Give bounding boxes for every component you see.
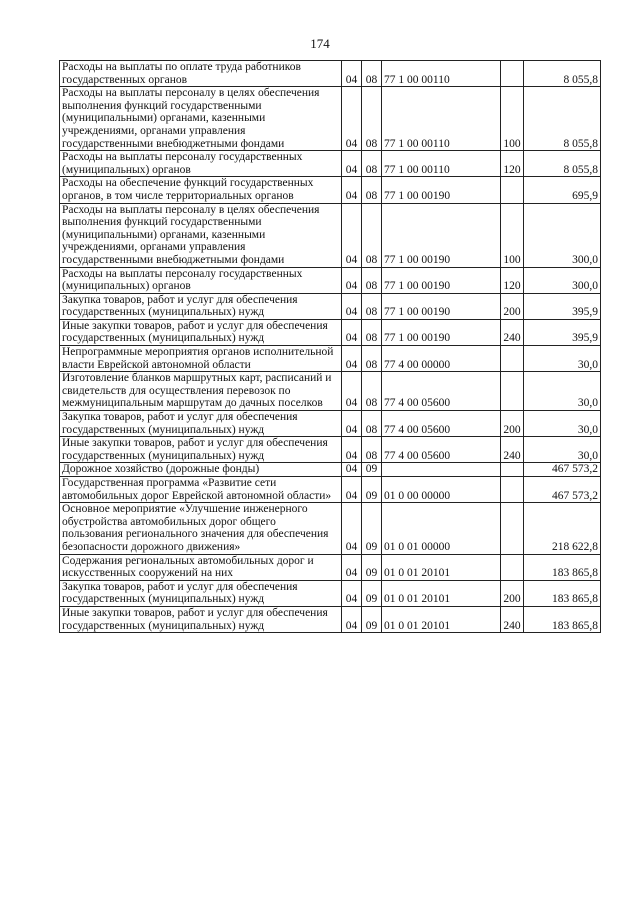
target-item-code: 01 0 01 20101 [382,606,501,632]
target-item-code: 01 0 01 20101 [382,554,501,580]
table-row [60,61,601,87]
table-row [60,293,601,319]
expense-type-code [501,503,524,554]
row-name: Иные закупки товаров, работ и услуг для обеспечения государственных (муниципальных) нужд [60,437,342,463]
expense-type-code [501,477,524,503]
amount: 300,0 [524,267,601,293]
target-item-code: 77 4 00 05600 [382,437,501,463]
table-row [60,267,601,293]
target-item-code: 77 1 00 00110 [382,87,501,151]
table-row [60,437,601,463]
section-code: 04 [342,554,362,580]
table-row [60,87,601,151]
table-row [60,319,601,345]
expense-type-code: 200 [501,293,524,319]
target-item-code: 77 4 00 05600 [382,411,501,437]
row-name: Расходы на выплаты персоналу в целях обеспечения выполнения функций государственными (муниципальными) органами, казенными учреждениями, органами управления государственными внебюджетными фондами [60,87,342,151]
expense-type-code [501,177,524,203]
expense-type-code [501,372,524,411]
target-item-code: 77 1 00 00190 [382,319,501,345]
row-name: Расходы на обеспечение функций государственных органов, в том числе территориальных органов [60,177,342,203]
amount: 695,9 [524,177,601,203]
section-code: 04 [342,477,362,503]
row-name: Основное мероприятие «Улучшение инженерного обустройства автомобильных дорог общего пользования регионального значения для обеспечения безопасности дорожного движения» [60,503,342,554]
section-code: 04 [342,203,362,267]
subsection-code: 09 [362,503,382,554]
expense-type-code: 240 [501,437,524,463]
amount: 218 622,8 [524,503,601,554]
section-code: 04 [342,606,362,632]
expense-type-code: 120 [501,151,524,177]
page-number: 174 [310,36,330,51]
table-row [60,177,601,203]
target-item-code: 77 1 00 00190 [382,293,501,319]
row-name: Непрограммные мероприятия органов исполнительной власти Еврейской автономной области [60,346,342,372]
expense-type-code [501,346,524,372]
target-item-code: 77 4 00 00000 [382,346,501,372]
row-name: Закупка товаров, работ и услуг для обеспечения государственных (муниципальных) нужд [60,293,342,319]
subsection-code: 08 [362,61,382,87]
row-name: Дорожное хозяйство (дорожные фонды) [60,463,342,477]
target-item-code: 77 4 00 05600 [382,372,501,411]
row-name: Изготовление бланков маршрутных карт, расписаний и свидетельств для осуществления перевозок по межмуниципальным маршрутам до дачных поселков [60,372,342,411]
row-name: Закупка товаров, работ и услуг для обеспечения государственных (муниципальных) нужд [60,411,342,437]
section-code: 04 [342,267,362,293]
table-row [60,372,601,411]
section-code: 04 [342,463,362,477]
table-row [60,503,601,554]
expense-type-code: 100 [501,203,524,267]
section-code: 04 [342,346,362,372]
subsection-code: 09 [362,463,382,477]
row-name: Расходы на выплаты по оплате труда работников государственных органов [60,61,342,87]
section-code: 04 [342,61,362,87]
amount: 183 865,8 [524,606,601,632]
target-item-code: 77 1 00 00110 [382,61,501,87]
amount: 395,9 [524,319,601,345]
subsection-code: 08 [362,151,382,177]
budget-table [59,60,601,633]
subsection-code: 08 [362,319,382,345]
section-code: 04 [342,151,362,177]
expense-type-code: 240 [501,319,524,345]
subsection-code: 09 [362,554,382,580]
table-row [60,463,601,477]
target-item-code: 01 0 01 00000 [382,503,501,554]
target-item-code: 77 1 00 00190 [382,177,501,203]
expense-type-code [501,61,524,87]
row-name: Содержания региональных автомобильных дорог и искусственных сооружений на них [60,554,342,580]
row-name: Расходы на выплаты персоналу государственных (муниципальных) органов [60,151,342,177]
section-code: 04 [342,580,362,606]
expense-type-code [501,463,524,477]
target-item-code: 77 1 00 00110 [382,151,501,177]
budget-table-body [60,61,601,633]
subsection-code: 08 [362,177,382,203]
row-name: Иные закупки товаров, работ и услуг для обеспечения государственных (муниципальных) нужд [60,319,342,345]
amount: 30,0 [524,411,601,437]
section-code: 04 [342,503,362,554]
subsection-code: 08 [362,437,382,463]
expense-type-code: 120 [501,267,524,293]
subsection-code: 09 [362,477,382,503]
subsection-code: 08 [362,411,382,437]
table-row [60,151,601,177]
amount: 395,9 [524,293,601,319]
amount: 183 865,8 [524,554,601,580]
expense-type-code: 100 [501,87,524,151]
amount: 183 865,8 [524,580,601,606]
row-name: Расходы на выплаты персоналу государственных (муниципальных) органов [60,267,342,293]
subsection-code: 08 [362,372,382,411]
row-name: Закупка товаров, работ и услуг для обеспечения государственных (муниципальных) нужд [60,580,342,606]
table-row [60,346,601,372]
target-item-code: 01 0 00 00000 [382,477,501,503]
target-item-code: 01 0 01 20101 [382,580,501,606]
expense-type-code: 200 [501,411,524,437]
target-item-code [382,463,501,477]
expense-type-code [501,554,524,580]
amount: 8 055,8 [524,87,601,151]
section-code: 04 [342,319,362,345]
subsection-code: 08 [362,87,382,151]
row-name: Иные закупки товаров, работ и услуг для обеспечения государственных (муниципальных) нужд [60,606,342,632]
section-code: 04 [342,411,362,437]
subsection-code: 08 [362,346,382,372]
section-code: 04 [342,177,362,203]
row-name: Расходы на выплаты персоналу в целях обеспечения выполнения функций государственными (муниципальными) органами, казенными учреждениями, органами управления государственными внебюджетными фондами [60,203,342,267]
section-code: 04 [342,293,362,319]
subsection-code: 09 [362,580,382,606]
amount: 8 055,8 [524,151,601,177]
amount: 30,0 [524,346,601,372]
table-row [60,554,601,580]
subsection-code: 08 [362,203,382,267]
table-row [60,203,601,267]
table-row [60,477,601,503]
section-code: 04 [342,437,362,463]
amount: 467 573,2 [524,463,601,477]
subsection-code: 08 [362,267,382,293]
amount: 30,0 [524,372,601,411]
row-name: Государственная программа «Развитие сети автомобильных дорог Еврейской автономной области» [60,477,342,503]
subsection-code: 08 [362,293,382,319]
table-row [60,580,601,606]
amount: 467 573,2 [524,477,601,503]
table-row [60,606,601,632]
target-item-code: 77 1 00 00190 [382,267,501,293]
amount: 300,0 [524,203,601,267]
target-item-code: 77 1 00 00190 [382,203,501,267]
section-code: 04 [342,87,362,151]
subsection-code: 09 [362,606,382,632]
amount: 8 055,8 [524,61,601,87]
amount: 30,0 [524,437,601,463]
expense-type-code: 200 [501,580,524,606]
expense-type-code: 240 [501,606,524,632]
section-code: 04 [342,372,362,411]
table-row [60,411,601,437]
